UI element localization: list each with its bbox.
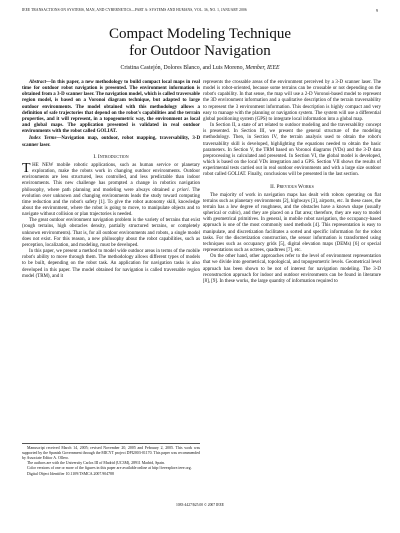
abstract (22, 80, 200, 135)
intro-p1-emphasis: a priori (172, 187, 189, 193)
intro-p1-text: HE NEW mobile robotic applications, such as human service or planetary exploration, make the robots work in changing outdoor environments. Outdoor environments are less structured, less controlled, and less predictable than indoor environments. This new challenge has prompted a change in robotics navigation philosophy, where path planning and modeling were always obtained (22, 162, 200, 193)
abstract-lead: Abstract (29, 80, 47, 85)
right-paragraph-4: On the other hand, other approaches refer to the level of environment representation that we divide into geometrical, topological, and topogeometric levels. Geometrical level approach has been shown to be not of interest for navigation modeling. The 3-D reconstruction approach for indoor and outdoor environments can be found in literature [8], [9]. In these works, the large quantity of information required to (203, 254, 381, 284)
intro-paragraph-2: The great outdoor environment navigation problem is the variety of terrains that exist (rough terrains, high obstacles density, partially structured terrains, or completely unknown environments). That is, for all outdoor environments and robots, a single model does not exist. For this reason, a new philosophy about the robot capabilities, such as perception, localization, and modeling, must be developed. (22, 218, 200, 248)
index-terms-text: —Navigation map, outdoor, robot mapping, traversability, 3-D scanner laser. (22, 136, 201, 148)
drop-cap: T (22, 161, 31, 177)
copyright-id: 1083-4427/$25.00 © 2007 IEEE (175, 503, 225, 507)
footnotes (22, 443, 200, 477)
author-membership: Member, IEEE (245, 65, 280, 71)
right-paragraph-1: represents the crossable areas of the environment perceived by a 3-D scanner laser. The model is robot-oriented, because some terrains can be crossable or not depending on the robot's capability. In that sense, the map will use a 2-D Voronoi-based model to represent the 3D environment information and a qualitative description of the terrain traversability to represent the 3 environment information. This description is highly compact and very easy to manage with the planning or navigation system. The system will use a differential global positioning system (GPS) to integrate local information into a global map. (203, 80, 381, 122)
author-names: Cristina Castejón, Dolores Blanco, and Luis Moreno, (120, 65, 244, 71)
intro-p1-text-end: . The evolution over unknown and changing environments leads the study toward computing time reduction and the robot's safety [1]. To give the robot autonomy skill, knowledge about the environment, where the robot is going to move, to manipulate objects and to navigate without collision or plan trajectories is needed. (22, 187, 200, 218)
section-heading-introduction: I. Introduction (93, 153, 129, 160)
footnote-doi: Digital Object Identifier 10.1109/TSMCA.2007.904788 (27, 471, 114, 476)
index-terms (22, 136, 200, 148)
section-heading-previous-works: II. Previous Works (270, 183, 314, 190)
running-head: IEEE TRANSACTIONS ON SYSTEMS, MAN, AND CYBERNETICS—PART A: SYSTEMS AND HUMANS, VOL. 36, NO. 1, JANUARY 2006 (22, 8, 247, 12)
footnote-affiliation: The authors are with the University Carlos III of Madrid (UC3M), 28911 Madrid, Spain. (27, 460, 165, 465)
right-paragraph-2: In Section II, a state of art related to outdoor modeling and the traversability concept is presented. In Section III, we present the general structure of the modeling methodology. Then, in Section IV, the terrain analysis used to obtain the robot's traversability skill is developed, highlighting the equations needed to obtain the basic parameters. In Section V, the TRM based on Voronoi diagrams (VDs) and the 3-D data preprocessing is calculated and presented. In Section VI, the global model is developed, which is based on the local VDs integration and a GPS. Section VII shows the results of experimental tests carried out in real outdoor environments and with a large size outdoor robot called GOLIAT. Finally, conclusions will be presented in the last section. (203, 123, 381, 178)
index-terms-lead: Index Terms (29, 136, 57, 142)
intro-paragraph-3: In this paper, we present a method to model wide outdoor areas in terms of the mobile robot's ability to move through them. The methodology allows different types of models to be built, depending on the robot task. An application for navigation tasks is also developed in this paper. The model obtained for navigation is called traversable region model (TRM), and it (22, 249, 200, 279)
page-number: 9 (375, 8, 378, 13)
left-column (22, 80, 200, 280)
abstract-text: —In this paper, a new methodology to build compact local maps in real time for outdoor robot navigation is presented. The environment information is obtained from a 3-D scanner laser. The navigation model, which is called traversable region model, is based on a Voronoi diagram technique, but adapted to large outdoor environments. The model obtained with this methodology allows a definition of safe trajectories that depend on the robot's capabilities and the terrain properties, and it will represent, in a topogeometric way, the environment as local and global maps. The application presented is validated in real outdoor environments with the robot called GOLIAT. (22, 80, 200, 135)
right-column (203, 80, 381, 285)
intro-paragraph-1 (22, 163, 200, 218)
author-line (0, 65, 400, 71)
paper-title: Compact Modeling Technique for Outdoor Navigation (109, 26, 291, 59)
right-paragraph-3: The majority of work in navigation maps has dealt with robots operating on flat terrains such as planetary environments [2], highways [3], airports, etc. In these cases, the terrain has a low degree of roughness, and the obstacles have a known shape (usually spherical or cubic), and they are placed on a flat area; therefore, they are easy to model with geometrical primitives. In general, in mobile robot navigation, the occupancy-based approach is one of the most commonly used methods [4]. This representation is easy to manipulate, and discretization facilitates a sorted and specific information for the robot tasks. For the discretization construction, the sensor information is transformed using techniques such as occupancy grids [5], digital elevation maps (DEMs) [6] or special representations such as octrees, quadtrees [7], etc. (203, 192, 381, 254)
footnote-manuscript: Manuscript received March 14, 2005; revised November 20, 2005 and February 2, 2005. This work was supported by the Spanish Government through the MICYT project DPI2003-01170. This paper was recommended by Associate Editor A. Ollero. (22, 446, 200, 460)
footnote-color: Color versions of one or more of the figures in this paper are available online at http://ieeexplore.ieee.org. (27, 466, 192, 471)
